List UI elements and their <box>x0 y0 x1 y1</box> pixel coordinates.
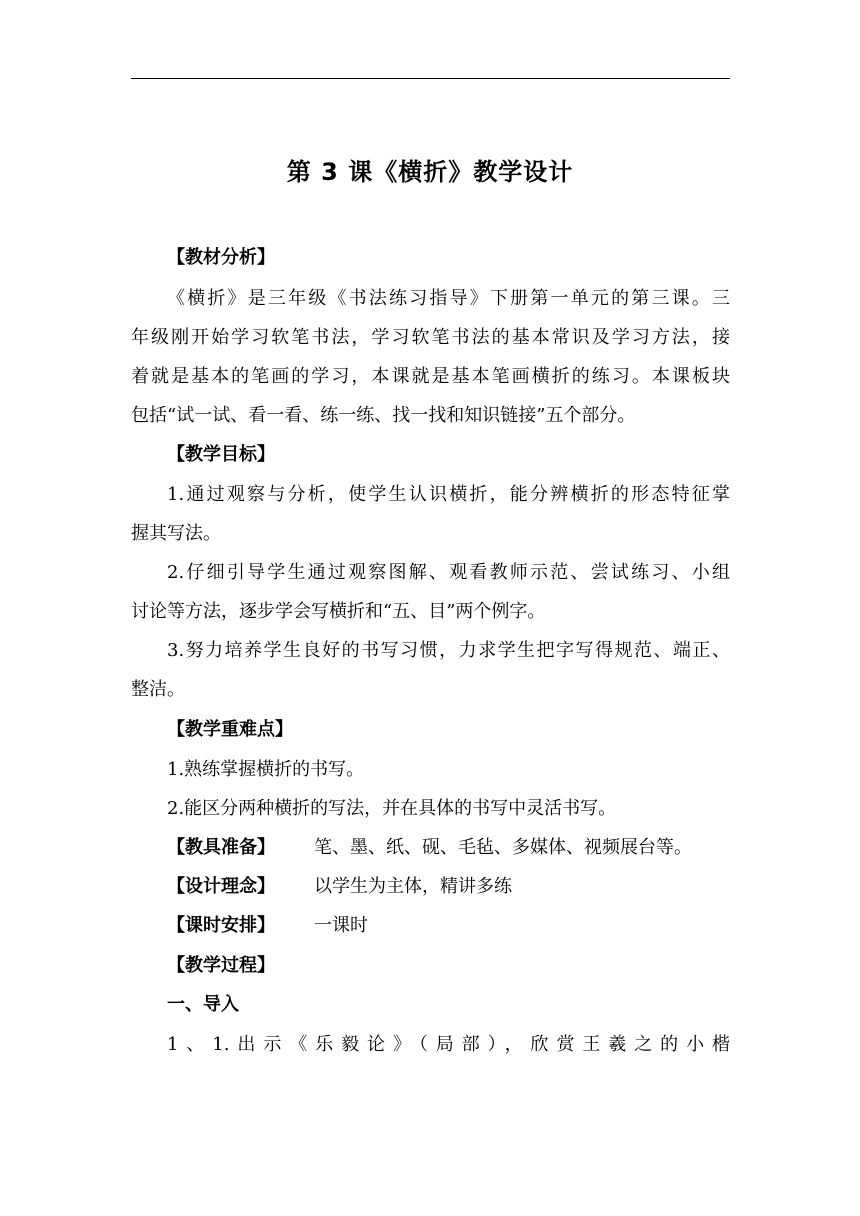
objective-item-1-line-2: 握其写法。 <box>131 523 221 544</box>
concept-value: 以学生为主体，精讲多练 <box>314 876 512 897</box>
concept-label: 【设计理念】 <box>167 876 275 897</box>
tools-label: 【教具准备】 <box>167 837 275 858</box>
header-rule <box>131 78 730 79</box>
process-sub-heading: 一、导入 <box>167 994 239 1015</box>
objective-item-3-line-1: 3.努力培养学生良好的书写习惯，力求学生把字写得规范、端正、 <box>167 640 730 661</box>
paragraph-line: 年级刚开始学习软笔书法，学习软笔书法的基本常识及学习方法，接 <box>131 327 730 348</box>
section-heading-process: 【教学过程】 <box>167 955 275 976</box>
process-first-line: 1、1.出示《乐毅论》（局部），欣赏王羲之的小楷 <box>167 1034 730 1055</box>
key-point-item: 1.熟练掌握横折的书写。 <box>167 759 365 780</box>
paragraph-line: 《横折》是三年级《书法练习指导》下册第一单元的第三课。三 <box>167 288 730 309</box>
key-point-item: 2.能区分两种横折的写法，并在具体的书写中灵活书写。 <box>167 798 617 819</box>
section-heading-material-analysis: 【教材分析】 <box>167 247 275 268</box>
tools-value: 笔、墨、纸、砚、毛毡、多媒体、视频展台等。 <box>314 837 692 858</box>
objective-item-2-line-2: 讨论等方法，逐步学会写横折和“五、目”两个例字。 <box>131 601 546 622</box>
tools-row <box>167 834 692 862</box>
section-heading-objectives: 【教学目标】 <box>167 444 275 465</box>
objective-item-2-line-1: 2.仔细引导学生通过观察图解、观看教师示范、尝试练习、小组 <box>167 562 730 583</box>
schedule-label: 【课时安排】 <box>167 915 275 936</box>
schedule-row <box>167 912 368 940</box>
paragraph-line: 着就是基本的笔画的学习，本课就是基本笔画横折的练习。本课板块 <box>131 366 730 387</box>
objective-item-1-line-1: 1.通过观察与分析，使学生认识横折，能分辨横折的形态特征掌 <box>167 484 730 505</box>
concept-row <box>167 873 512 901</box>
section-heading-key-points: 【教学重难点】 <box>167 719 293 740</box>
schedule-value: 一课时 <box>314 915 368 936</box>
document-title: 第 3 课《横折》教学设计 <box>286 158 574 186</box>
paragraph-line: 包括“试一试、看一看、练一练、找一找和知识链接”五个部分。 <box>131 405 636 426</box>
objective-item-3-line-2: 整洁。 <box>131 679 185 700</box>
